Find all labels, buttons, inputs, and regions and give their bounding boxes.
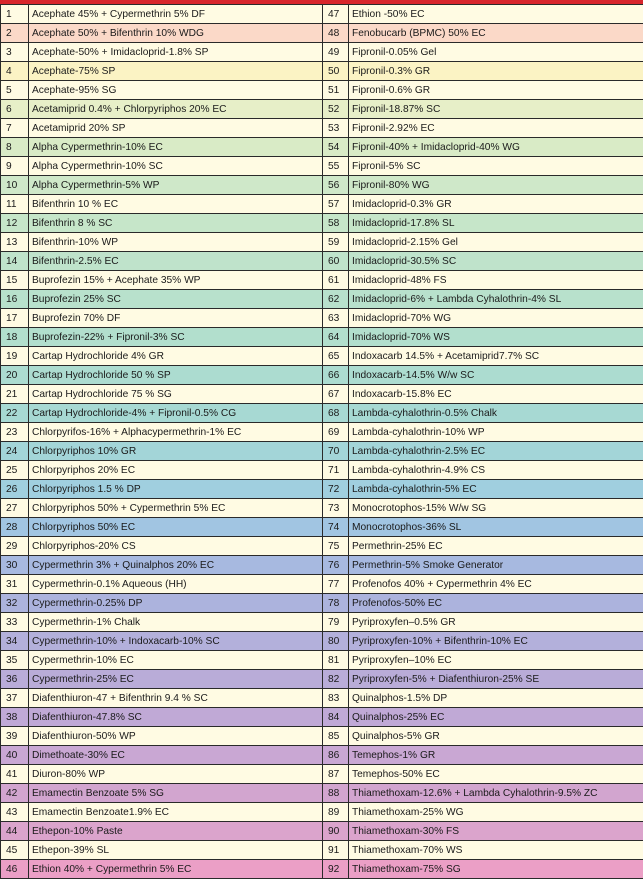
row-number-right: 77	[323, 575, 349, 594]
product-name-right: Imidacloprid-6% + Lambda Cyhalothrin-4% SL	[349, 290, 643, 309]
row-number-right: 70	[323, 442, 349, 461]
table-row	[1, 461, 643, 480]
row-number-right: 83	[323, 689, 349, 708]
product-name-right: Thiamethoxam-70% WS	[349, 841, 643, 860]
row-number-left: 30	[1, 556, 29, 575]
row-number-right: 72	[323, 480, 349, 499]
product-name-right: Temephos-1% GR	[349, 746, 643, 765]
product-name-right: Fipronil-18.87% SC	[349, 100, 643, 119]
product-name-left: Emamectin Benzoate1.9% EC	[29, 803, 323, 822]
product-name-right: Lambda-cyhalothrin-10% WP	[349, 423, 643, 442]
row-number-left: 41	[1, 765, 29, 784]
product-name-left: Ethepon-10% Paste	[29, 822, 323, 841]
row-number-left: 34	[1, 632, 29, 651]
row-number-left: 12	[1, 214, 29, 233]
product-name-left: Buprofezin 25% SC	[29, 290, 323, 309]
row-number-right: 76	[323, 556, 349, 575]
row-number-right: 78	[323, 594, 349, 613]
table-row	[1, 157, 643, 176]
row-number-right: 68	[323, 404, 349, 423]
row-number-right: 47	[323, 5, 349, 24]
product-name-left: Cypermethrin-25% EC	[29, 670, 323, 689]
row-number-left: 6	[1, 100, 29, 119]
product-name-right: Imidacloprid-2.15% Gel	[349, 233, 643, 252]
product-name-right: Thiamethoxam-12.6% + Lambda Cyhalothrin-9.5% ZC	[349, 784, 643, 803]
table-row	[1, 480, 643, 499]
product-name-left: Diuron-80% WP	[29, 765, 323, 784]
product-name-right: Fipronil-5% SC	[349, 157, 643, 176]
row-number-right: 87	[323, 765, 349, 784]
product-name-left: Diafenthiuron-47 + Bifenthrin 9.4 % SC	[29, 689, 323, 708]
table-row	[1, 385, 643, 404]
row-number-left: 36	[1, 670, 29, 689]
row-number-right: 52	[323, 100, 349, 119]
table-row	[1, 309, 643, 328]
table-row	[1, 100, 643, 119]
product-name-left: Chlorpyriphos 50% + Cypermethrin 5% EC	[29, 499, 323, 518]
product-name-left: Chlorpyriphos 1.5 % DP	[29, 480, 323, 499]
table-row	[1, 404, 643, 423]
row-number-left: 17	[1, 309, 29, 328]
row-number-left: 40	[1, 746, 29, 765]
product-name-right: Lambda-cyhalothrin-2.5% EC	[349, 442, 643, 461]
product-name-left: Acephate-50% + Imidacloprid-1.8% SP	[29, 43, 323, 62]
row-number-right: 58	[323, 214, 349, 233]
product-table	[0, 4, 643, 879]
row-number-right: 90	[323, 822, 349, 841]
table-row	[1, 328, 643, 347]
table-row	[1, 822, 643, 841]
table-row	[1, 366, 643, 385]
table-row	[1, 499, 643, 518]
product-name-right: Quinalphos-25% EC	[349, 708, 643, 727]
row-number-left: 20	[1, 366, 29, 385]
product-name-left: Alpha Cypermethrin-10% EC	[29, 138, 323, 157]
row-number-right: 75	[323, 537, 349, 556]
row-number-right: 50	[323, 62, 349, 81]
row-number-right: 69	[323, 423, 349, 442]
product-name-right: Pyriproxyfen-5% + Diafenthiuron-25% SE	[349, 670, 643, 689]
product-name-left: Ethepon-39% SL	[29, 841, 323, 860]
product-name-right: Indoxacarb-14.5% W/w SC	[349, 366, 643, 385]
product-name-right: Lambda-cyhalothrin-5% EC	[349, 480, 643, 499]
row-number-left: 8	[1, 138, 29, 157]
row-number-right: 57	[323, 195, 349, 214]
table-row	[1, 632, 643, 651]
row-number-right: 48	[323, 24, 349, 43]
product-name-right: Imidacloprid-70% WG	[349, 309, 643, 328]
product-name-right: Temephos-50% EC	[349, 765, 643, 784]
product-name-right: Profenofos-50% EC	[349, 594, 643, 613]
row-number-right: 63	[323, 309, 349, 328]
product-name-right: Imidacloprid-48% FS	[349, 271, 643, 290]
row-number-right: 51	[323, 81, 349, 100]
row-number-right: 67	[323, 385, 349, 404]
row-number-right: 64	[323, 328, 349, 347]
row-number-left: 24	[1, 442, 29, 461]
table-row	[1, 176, 643, 195]
row-number-left: 18	[1, 328, 29, 347]
table-row	[1, 841, 643, 860]
table-row	[1, 347, 643, 366]
row-number-left: 2	[1, 24, 29, 43]
product-name-left: Chlorpyriphos-20% CS	[29, 537, 323, 556]
row-number-right: 59	[323, 233, 349, 252]
product-name-right: Fipronil-0.6% GR	[349, 81, 643, 100]
row-number-right: 65	[323, 347, 349, 366]
row-number-left: 44	[1, 822, 29, 841]
row-number-left: 14	[1, 252, 29, 271]
product-name-left: Cartap Hydrochloride-4% + Fipronil-0.5% CG	[29, 404, 323, 423]
row-number-left: 15	[1, 271, 29, 290]
row-number-left: 37	[1, 689, 29, 708]
row-number-right: 62	[323, 290, 349, 309]
product-name-left: Alpha Cypermethrin-5% WP	[29, 176, 323, 195]
product-name-right: Pyriproxyfen–10% EC	[349, 651, 643, 670]
row-number-left: 3	[1, 43, 29, 62]
product-name-right: Fipronil-2.92% EC	[349, 119, 643, 138]
row-number-left: 11	[1, 195, 29, 214]
product-name-right: Lambda-cyhalothrin-0.5% Chalk	[349, 404, 643, 423]
row-number-left: 29	[1, 537, 29, 556]
row-number-right: 74	[323, 518, 349, 537]
row-number-right: 81	[323, 651, 349, 670]
product-name-left: Cypermethrin-0.25% DP	[29, 594, 323, 613]
table-row	[1, 62, 643, 81]
product-name-left: Acephate 50% + Bifenthrin 10% WDG	[29, 24, 323, 43]
product-name-right: Fipronil-0.05% Gel	[349, 43, 643, 62]
row-number-right: 55	[323, 157, 349, 176]
table-row	[1, 537, 643, 556]
product-name-right: Fipronil-40% + Imidacloprid-40% WG	[349, 138, 643, 157]
row-number-left: 7	[1, 119, 29, 138]
row-number-right: 73	[323, 499, 349, 518]
product-name-left: Buprofezin-22% + Fipronil-3% SC	[29, 328, 323, 347]
row-number-left: 25	[1, 461, 29, 480]
product-name-right: Monocrotophos-36% SL	[349, 518, 643, 537]
row-number-left: 23	[1, 423, 29, 442]
product-name-left: Cypermethrin-0.1% Aqueous (HH)	[29, 575, 323, 594]
product-table-body	[1, 5, 643, 879]
row-number-left: 42	[1, 784, 29, 803]
table-row	[1, 727, 643, 746]
table-row	[1, 613, 643, 632]
product-name-left: Cypermethrin-10% + Indoxacarb-10% SC	[29, 632, 323, 651]
row-number-right: 86	[323, 746, 349, 765]
table-row	[1, 708, 643, 727]
product-name-right: Imidacloprid-0.3% GR	[349, 195, 643, 214]
product-name-left: Bifenthrin-10% WP	[29, 233, 323, 252]
table-row	[1, 575, 643, 594]
table-row	[1, 138, 643, 157]
row-number-left: 21	[1, 385, 29, 404]
row-number-left: 46	[1, 860, 29, 879]
table-row	[1, 81, 643, 100]
row-number-left: 16	[1, 290, 29, 309]
row-number-right: 61	[323, 271, 349, 290]
table-row	[1, 119, 643, 138]
table-row	[1, 651, 643, 670]
table-row	[1, 271, 643, 290]
row-number-right: 79	[323, 613, 349, 632]
row-number-right: 53	[323, 119, 349, 138]
table-row	[1, 5, 643, 24]
product-name-left: Cypermethrin-1% Chalk	[29, 613, 323, 632]
product-name-left: Acetamiprid 0.4% + Chlorpyriphos 20% EC	[29, 100, 323, 119]
product-name-right: Profenofos 40% + Cypermethrin 4% EC	[349, 575, 643, 594]
table-row	[1, 860, 643, 879]
product-name-left: Acephate 45% + Cypermethrin 5% DF	[29, 5, 323, 24]
product-name-left: Cartap Hydrochloride 4% GR	[29, 347, 323, 366]
product-name-right: Fenobucarb (BPMC) 50% EC	[349, 24, 643, 43]
row-number-right: 71	[323, 461, 349, 480]
product-name-right: Thiamethoxam-25% WG	[349, 803, 643, 822]
product-name-right: Imidacloprid-70% WS	[349, 328, 643, 347]
row-number-right: 54	[323, 138, 349, 157]
table-row	[1, 43, 643, 62]
table-row	[1, 670, 643, 689]
table-row	[1, 290, 643, 309]
product-name-left: Cypermethrin-10% EC	[29, 651, 323, 670]
row-number-right: 66	[323, 366, 349, 385]
product-name-left: Bifenthrin 10 % EC	[29, 195, 323, 214]
table-row	[1, 195, 643, 214]
row-number-left: 32	[1, 594, 29, 613]
product-name-left: Diafenthiuron-50% WP	[29, 727, 323, 746]
table-row	[1, 442, 643, 461]
row-number-left: 1	[1, 5, 29, 24]
row-number-right: 56	[323, 176, 349, 195]
product-name-left: Chlorpyriphos 20% EC	[29, 461, 323, 480]
product-name-right: Thiamethoxam-75% SG	[349, 860, 643, 879]
product-name-right: Imidacloprid-30.5% SC	[349, 252, 643, 271]
product-name-right: Quinalphos-5% GR	[349, 727, 643, 746]
row-number-right: 49	[323, 43, 349, 62]
row-number-left: 27	[1, 499, 29, 518]
product-name-right: Permethrin-25% EC	[349, 537, 643, 556]
row-number-left: 39	[1, 727, 29, 746]
row-number-left: 35	[1, 651, 29, 670]
product-name-right: Indoxacarb 14.5% + Acetamiprid7.7% SC	[349, 347, 643, 366]
product-name-right: Lambda-cyhalothrin-4.9% CS	[349, 461, 643, 480]
product-name-right: Monocrotophos-15% W/w SG	[349, 499, 643, 518]
row-number-left: 5	[1, 81, 29, 100]
row-number-left: 28	[1, 518, 29, 537]
row-number-left: 43	[1, 803, 29, 822]
table-row	[1, 746, 643, 765]
table-row	[1, 765, 643, 784]
table-row	[1, 214, 643, 233]
table-row	[1, 252, 643, 271]
product-name-left: Alpha Cypermethrin-10% SC	[29, 157, 323, 176]
product-name-left: Bifenthrin-2.5% EC	[29, 252, 323, 271]
product-name-right: Pyriproxyfen–0.5% GR	[349, 613, 643, 632]
product-name-right: Fipronil-80% WG	[349, 176, 643, 195]
row-number-left: 45	[1, 841, 29, 860]
product-name-right: Fipronil-0.3% GR	[349, 62, 643, 81]
row-number-left: 31	[1, 575, 29, 594]
row-number-right: 89	[323, 803, 349, 822]
table-row	[1, 24, 643, 43]
table-row	[1, 689, 643, 708]
row-number-left: 38	[1, 708, 29, 727]
product-name-left: Bifenthrin 8 % SC	[29, 214, 323, 233]
product-name-left: Diafenthiuron-47.8% SC	[29, 708, 323, 727]
product-name-left: Acetamiprid 20% SP	[29, 119, 323, 138]
row-number-left: 9	[1, 157, 29, 176]
product-name-left: Buprofezin 70% DF	[29, 309, 323, 328]
product-name-left: Chlorpyrifos-16% + Alphacypermethrin-1% EC	[29, 423, 323, 442]
row-number-left: 33	[1, 613, 29, 632]
product-name-right: Thiamethoxam-30% FS	[349, 822, 643, 841]
table-row	[1, 803, 643, 822]
table-row	[1, 233, 643, 252]
product-name-left: Acephate-75% SP	[29, 62, 323, 81]
row-number-right: 92	[323, 860, 349, 879]
table-row	[1, 594, 643, 613]
row-number-right: 84	[323, 708, 349, 727]
row-number-left: 10	[1, 176, 29, 195]
product-name-right: Indoxacarb-15.8% EC	[349, 385, 643, 404]
row-number-left: 13	[1, 233, 29, 252]
table-row	[1, 784, 643, 803]
product-name-left: Acephate-95% SG	[29, 81, 323, 100]
row-number-right: 85	[323, 727, 349, 746]
row-number-right: 80	[323, 632, 349, 651]
table-row	[1, 423, 643, 442]
row-number-right: 60	[323, 252, 349, 271]
product-name-left: Buprofezin 15% + Acephate 35% WP	[29, 271, 323, 290]
product-name-left: Ethion 40% + Cypermethrin 5% EC	[29, 860, 323, 879]
product-name-right: Permethrin-5% Smoke Generator	[349, 556, 643, 575]
table-row	[1, 518, 643, 537]
product-name-left: Cypermethrin 3% + Quinalphos 20% EC	[29, 556, 323, 575]
product-table-container	[0, 4, 643, 834]
row-number-left: 19	[1, 347, 29, 366]
product-name-left: Cartap Hydrochloride 75 % SG	[29, 385, 323, 404]
table-row	[1, 556, 643, 575]
product-name-left: Emamectin Benzoate 5% SG	[29, 784, 323, 803]
product-name-right: Imidacloprid-17.8% SL	[349, 214, 643, 233]
product-name-left: Chlorpyriphos 10% GR	[29, 442, 323, 461]
product-name-left: Dimethoate-30% EC	[29, 746, 323, 765]
product-name-right: Pyriproxyfen-10% + Bifenthrin-10% EC	[349, 632, 643, 651]
row-number-right: 82	[323, 670, 349, 689]
product-name-left: Cartap Hydrochloride 50 % SP	[29, 366, 323, 385]
row-number-right: 91	[323, 841, 349, 860]
product-name-right: Quinalphos-1.5% DP	[349, 689, 643, 708]
row-number-left: 22	[1, 404, 29, 423]
row-number-left: 4	[1, 62, 29, 81]
row-number-right: 88	[323, 784, 349, 803]
row-number-left: 26	[1, 480, 29, 499]
product-name-left: Chlorpyriphos 50% EC	[29, 518, 323, 537]
product-name-right: Ethion -50% EC	[349, 5, 643, 24]
